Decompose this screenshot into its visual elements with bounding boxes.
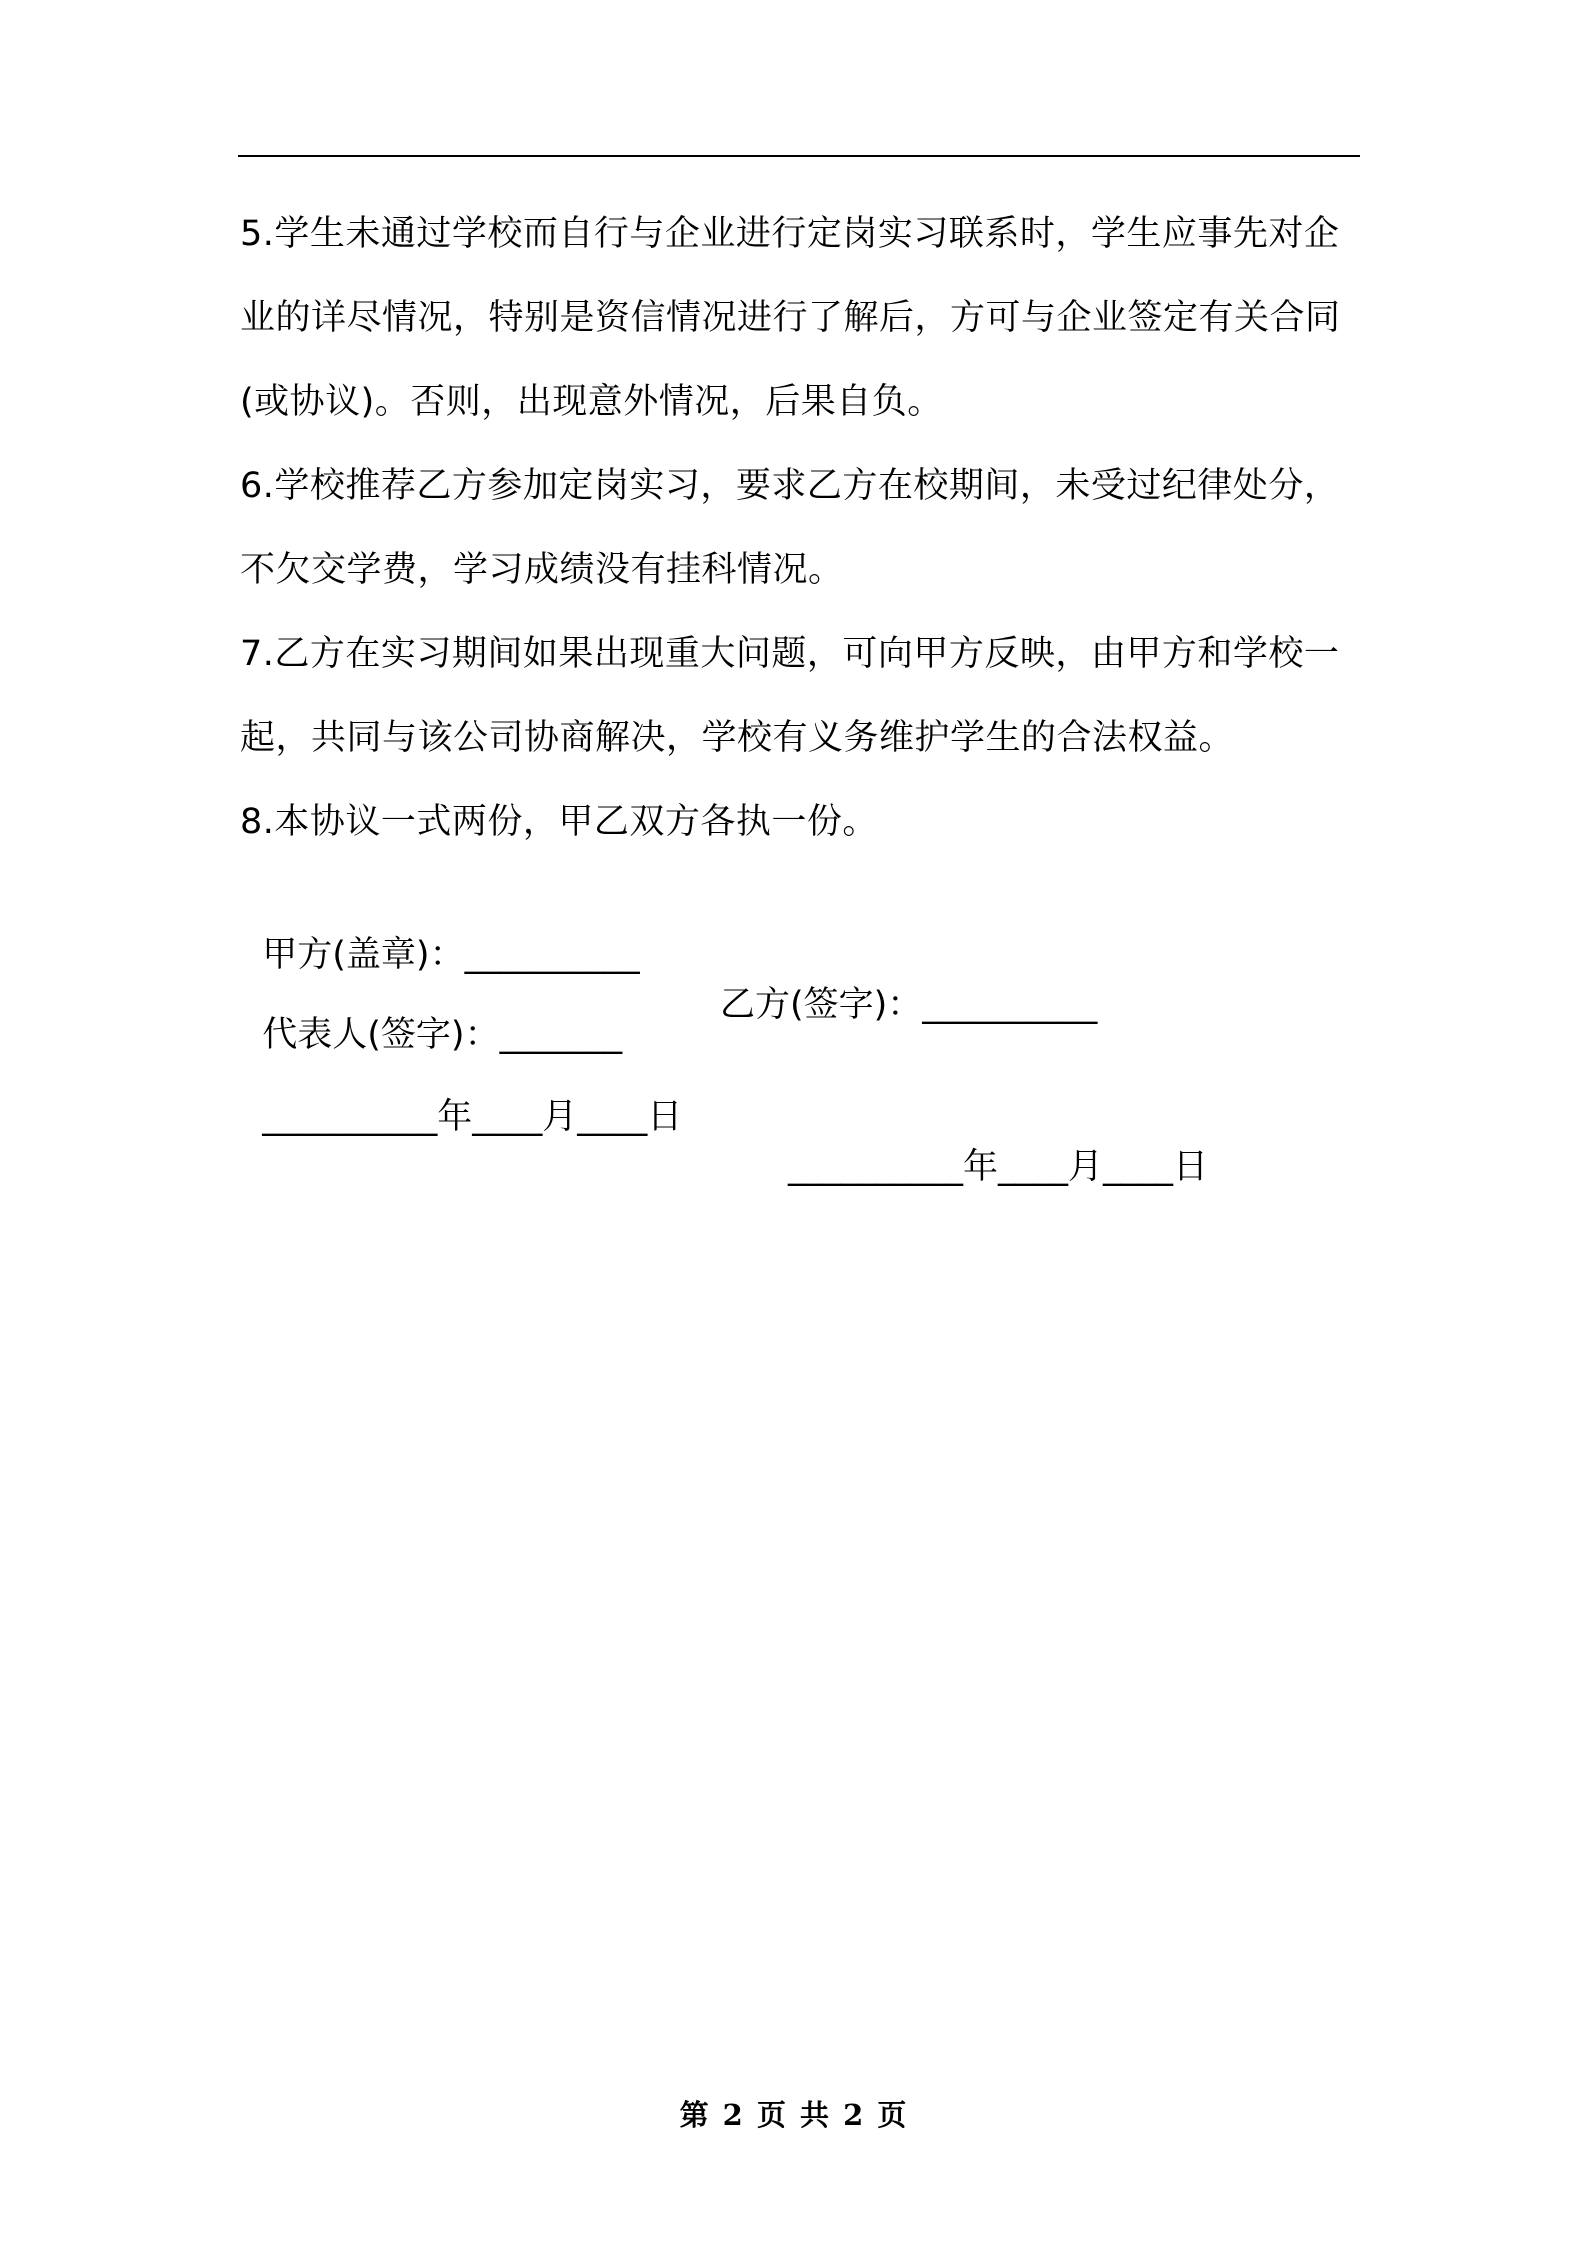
party-b-signature-line: 乙方(签字)：__________ <box>720 985 1098 1025</box>
party-a-signature-line: 甲方(盖章)：__________ <box>262 935 640 975</box>
clause-7: 7.乙方在实习期间如果出现重大问题，可向甲方反映，由甲方和学校一起，共同与该公司协商解决，学校有义务维护学生的合法权益。 <box>240 634 1340 758</box>
party-b-date-line: __________年____月____日 <box>788 1147 1209 1187</box>
party-a-date-line: __________年____月____日 <box>262 1097 683 1137</box>
clause-5: 5.学生未通过学校而自行与企业进行定岗实习联系时，学生应事先对企业的详尽情况，特别是资信情况进行了解后，方可与企业签定有关合同(或协议)。否则，出现意外情况，后果自负。 <box>240 214 1341 422</box>
agreement-body <box>240 192 1362 864</box>
header-rule <box>238 155 1360 157</box>
clause-6: 6.学校推荐乙方参加定岗实习，要求乙方在校期间，未受过纪律处分，不欠交学费，学习成绩没有挂科情况。 <box>240 466 1340 590</box>
representative-signature-line: 代表人(签字)：_______ <box>262 1015 623 1055</box>
signature-row-dates <box>240 1042 1209 1192</box>
page-number-footer: 第 2 页 共 2 页 <box>679 2098 907 2132</box>
clause-8: 8.本协议一式两份，甲乙双方各执一份。 <box>240 802 878 842</box>
